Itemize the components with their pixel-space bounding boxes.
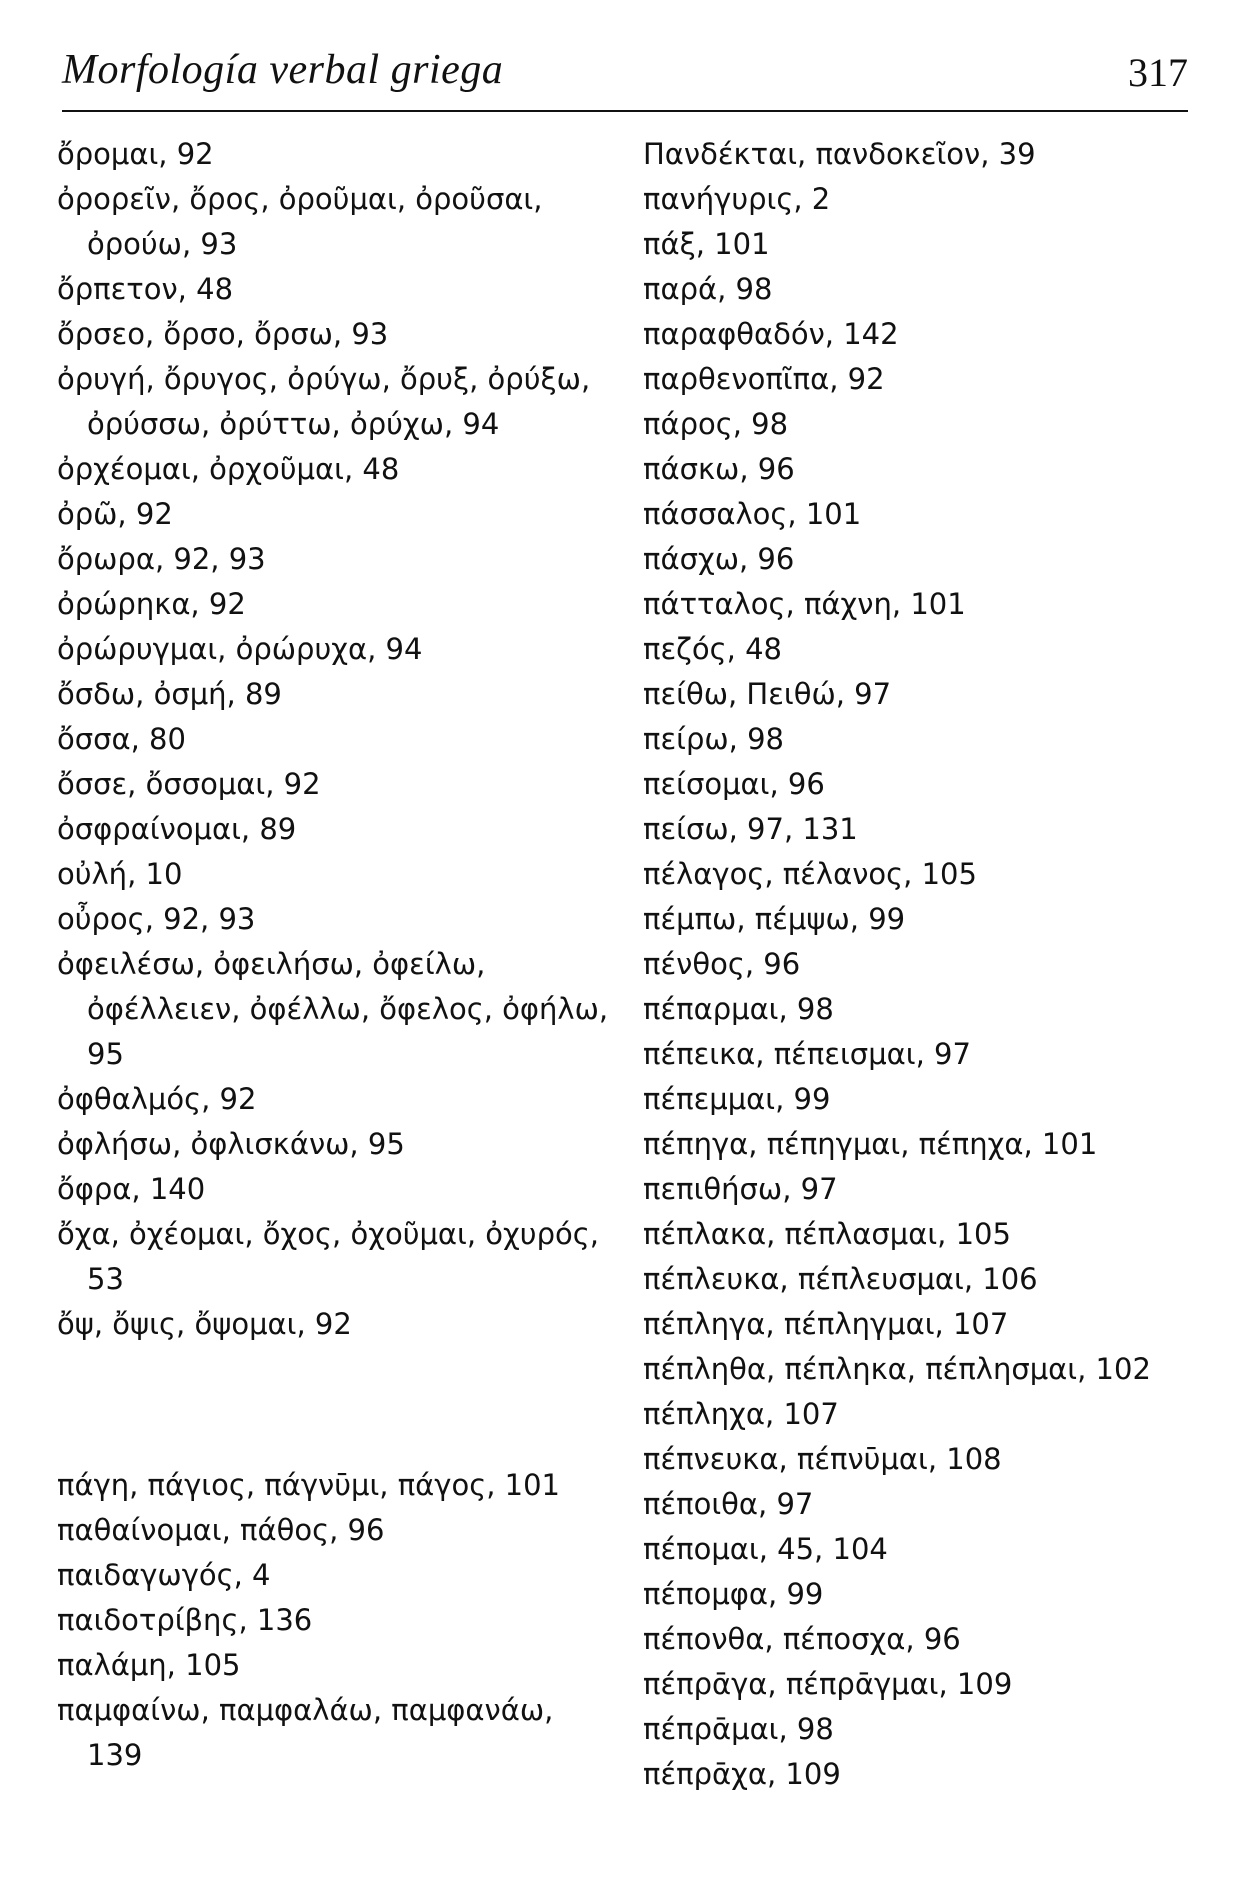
index-entry: παρθενοπῖπα, 92 bbox=[643, 362, 885, 396]
index-entry: παρά, 98 bbox=[643, 272, 773, 306]
index-entry: ὀσφραίνομαι, 89 bbox=[57, 812, 297, 846]
index-entry: Πανδέκται, πανδοκεῖον, 39 bbox=[643, 137, 1036, 171]
index-entry: ὀφειλέσω, ὀφειλήσω, ὀφείλω, ὀφέλλειεν, ὀφέλλω, ὄφελος, ὀφήλω, 95 bbox=[57, 947, 609, 1071]
page-header bbox=[62, 44, 1188, 104]
index-column-left bbox=[57, 132, 612, 1778]
index-entry: πέπρᾱχα, 109 bbox=[643, 1757, 841, 1791]
index-column-right bbox=[643, 132, 1203, 1797]
index-entry: παιδοτρίβης, 136 bbox=[57, 1603, 313, 1637]
index-entry: ὄχα, ὀχέομαι, ὄχος, ὀχοῦμαι, ὀχυρός, 53 bbox=[57, 1217, 599, 1296]
index-entry: πείσομαι, 96 bbox=[643, 767, 825, 801]
index-entry: ὀρῶ, 92 bbox=[57, 497, 173, 531]
index-entry: πέμπω, πέμψω, 99 bbox=[643, 902, 906, 936]
index-entry: πάσσαλος, 101 bbox=[643, 497, 862, 531]
index-group-p-continued bbox=[643, 132, 1203, 1797]
index-entry: παμφαίνω, παμφαλάω, παμφανάω, 139 bbox=[57, 1693, 554, 1772]
index-entry: παθαίνομαι, πάθος, 96 bbox=[57, 1513, 385, 1547]
index-entry: ὀρώρηκα, 92 bbox=[57, 587, 246, 621]
index-entry: ὄρομαι, 92 bbox=[57, 137, 214, 171]
running-title: Morfología verbal griega bbox=[62, 47, 504, 93]
index-entry: πέπρᾱμαι, 98 bbox=[643, 1712, 834, 1746]
index-entry: πέπομφα, 99 bbox=[643, 1577, 824, 1611]
index-entry: παραφθαδόν, 142 bbox=[643, 317, 899, 351]
index-entry: πέπαρμαι, 98 bbox=[643, 992, 834, 1026]
index-entry: πάσχω, 96 bbox=[643, 542, 795, 576]
index-entry: πείθω, Πειθώ, 97 bbox=[643, 677, 892, 711]
index-entry: ὄσδω, ὀσμή, 89 bbox=[57, 677, 282, 711]
index-entry: πάρος, 98 bbox=[643, 407, 789, 441]
index-entry: πείσω, 97, 131 bbox=[643, 812, 858, 846]
index-entry: ὀρυγή, ὄρυγος, ὀρύγω, ὄρυξ, ὀρύξω, ὀρύσσω, ὀρύττω, ὀρύχω, 94 bbox=[57, 362, 591, 441]
index-entry: πανήγυρις, 2 bbox=[643, 182, 831, 216]
index-entry: ὀρώρυγμαι, ὀρώρυχα, 94 bbox=[57, 632, 423, 666]
index-entry: πέπομαι, 45, 104 bbox=[643, 1532, 888, 1566]
index-entry: πέπεικα, πέπεισμαι, 97 bbox=[643, 1037, 971, 1071]
index-entry: πέπεμμαι, 99 bbox=[643, 1082, 831, 1116]
index-entry: πέπηγα, πέπηγμαι, πέπηχα, 101 bbox=[643, 1127, 1098, 1161]
index-entry: πέπρᾱγα, πέπρᾱγμαι, 109 bbox=[643, 1667, 1013, 1701]
index-entry: πείρω, 98 bbox=[643, 722, 784, 756]
index-entry: ὄψ, ὄψις, ὄψομαι, 92 bbox=[57, 1307, 352, 1341]
index-entry: ὄσσε, ὄσσομαι, 92 bbox=[57, 767, 321, 801]
index-entry: οὖρος, 92, 93 bbox=[57, 902, 256, 936]
index-entry: ὀρχέομαι, ὀρχοῦμαι, 48 bbox=[57, 452, 400, 486]
index-entry: πέπλακα, πέπλασμαι, 105 bbox=[643, 1217, 1011, 1251]
index-entry: πέλαγος, πέλανος, 105 bbox=[643, 857, 977, 891]
index-entry: πέπληθα, πέπληκα, πέπλησμαι, 102 bbox=[643, 1352, 1151, 1386]
index-entry: οὐλή, 10 bbox=[57, 857, 183, 891]
index-entry: πάτταλος, πάχνη, 101 bbox=[643, 587, 966, 621]
index-entry: πέπληγα, πέπληγμαι, 107 bbox=[643, 1307, 1009, 1341]
index-entry: πέπονθα, πέποσχα, 96 bbox=[643, 1622, 961, 1656]
index-entry: πάγη, πάγιος, πάγνῡμι, πάγος, 101 bbox=[57, 1468, 561, 1502]
index-entry: πέπλευκα, πέπλευσμαι, 106 bbox=[643, 1262, 1038, 1296]
index-entry: πένθος, 96 bbox=[643, 947, 801, 981]
index-entry: ὄσσα, 80 bbox=[57, 722, 186, 756]
section-gap bbox=[57, 1347, 612, 1463]
index-entry: ὄρπετον, 48 bbox=[57, 272, 234, 306]
header-rule bbox=[62, 110, 1188, 112]
index-entry: ὄρσεο, ὄρσο, ὄρσω, 93 bbox=[57, 317, 389, 351]
index-entry: ὀφλήσω, ὀφλισκάνω, 95 bbox=[57, 1127, 405, 1161]
index-entry: ὀφθαλμός, 92 bbox=[57, 1082, 257, 1116]
index-entry: πεπιθήσω, 97 bbox=[643, 1172, 838, 1206]
index-entry: πέπνευκα, πέπνῡμαι, 108 bbox=[643, 1442, 1002, 1476]
index-entry: πεζός, 48 bbox=[643, 632, 783, 666]
index-entry: ὄρωρα, 92, 93 bbox=[57, 542, 266, 576]
index-entry: πάσκω, 96 bbox=[643, 452, 795, 486]
index-entry: πέπληχα, 107 bbox=[643, 1397, 839, 1431]
index-entry: παλάμη, 105 bbox=[57, 1648, 241, 1682]
index-entry: πέποιθα, 97 bbox=[643, 1487, 814, 1521]
index-group-p bbox=[57, 1463, 612, 1778]
index-entry: ὄφρα, 140 bbox=[57, 1172, 206, 1206]
page-number: 317 bbox=[1128, 50, 1188, 95]
index-entry: παιδαγωγός, 4 bbox=[57, 1558, 271, 1592]
index-group-o bbox=[57, 132, 612, 1347]
index-entry: πάξ, 101 bbox=[643, 227, 770, 261]
index-entry: ὀρορεῖν, ὄρος, ὀροῦμαι, ὀροῦσαι, ὀρούω, 93 bbox=[57, 182, 543, 261]
